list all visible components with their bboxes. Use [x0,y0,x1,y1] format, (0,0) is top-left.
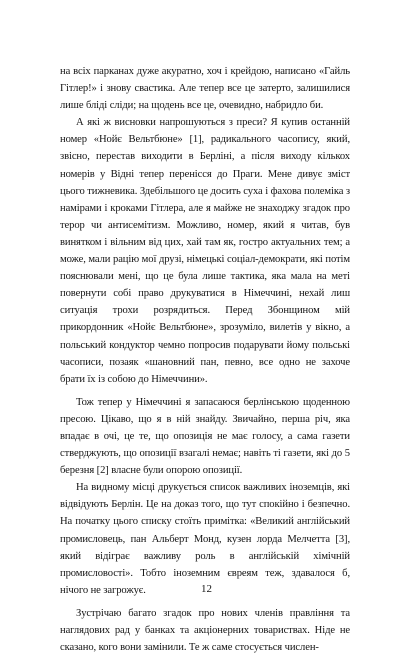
paragraph-2: А які ж висновки напрошуються з преси? Я купив останній номер «Нойє Вельтбюне» [1], радикального часопису, який, звісно, перестав виходити в Берліні, а після виходу кількох номерів у Відні тепер перенісся до Праги. Мене дивує зміст цього тижневика. Здебільшого це досить суха і фахова полеміка з намірами і кроками Гітлера, але я майже не знаходжу згадок про терор чи антисемітизм. Можливо, номер, який я читав, був винятком і вільним від цих, хай там як, гостро актуальних тем; а може, мали рацію мої друзі, німецькі соціал-демократи, які потім пояснювали мені, що це була лише тактика, яка мала на меті повернути собі право друкуватися в Німеччині, нехай лиш ситуація трохи розрядиться. Перед Збонщином мій прикордонник «Нойє Вельтбюне», зрозуміло, вилетів у вікно, а польський кондуктор чемно попросив подарувати йому польські часописи, позаяк «шановний пан, певно, все одно не захоче брати їх із собою до Німеччини». [60,117,350,385]
body-text [60,63,350,656]
paragraph-1: на всіх парканах дуже акуратно, хоч і крейдою, написано «Гайль Гітлер!» і знову свастика. Але тепер все це затерто, залишилися лише бліді сліди; на щодень все це, очевидно, набридло би. [60,66,350,112]
paragraph-4: На видному місці друкується список важливих іноземців, які відвідують Берлін. Це на доказ того, що тут спокійно і безпечно. На початку цього списку стоїть примітка: «Великий англійський промисловець, пан Альберт Монд, кузен лорда Мелчетта [3], який відіграє важливу роль в англійській хімічній промисловості». Тобто іноземним євреям теж, здавалося б, нічого не загрожує. [60,482,350,596]
paragraph-3: Тож тепер у Німеччині я запасаюся берлінською щоденною пресою. Цікаво, що я в ній знайду. Звичайно, перша річ, яка впадає в очі, це те, що опозиція не має голосу, а сама газети стверджують, що опозиції взагалі немає; навіть ті газети, які до 5 березня [2] власне були опорою опозиції. [60,396,350,477]
paragraph-5: Зустрічаю багато згадок про нових членів правління та наглядових рад у банках та акціонерних товариствах. Ніде не сказано, кого вони замінили. Те ж саме стосується числен- [60,607,350,654]
page-number: 12 [201,583,212,595]
